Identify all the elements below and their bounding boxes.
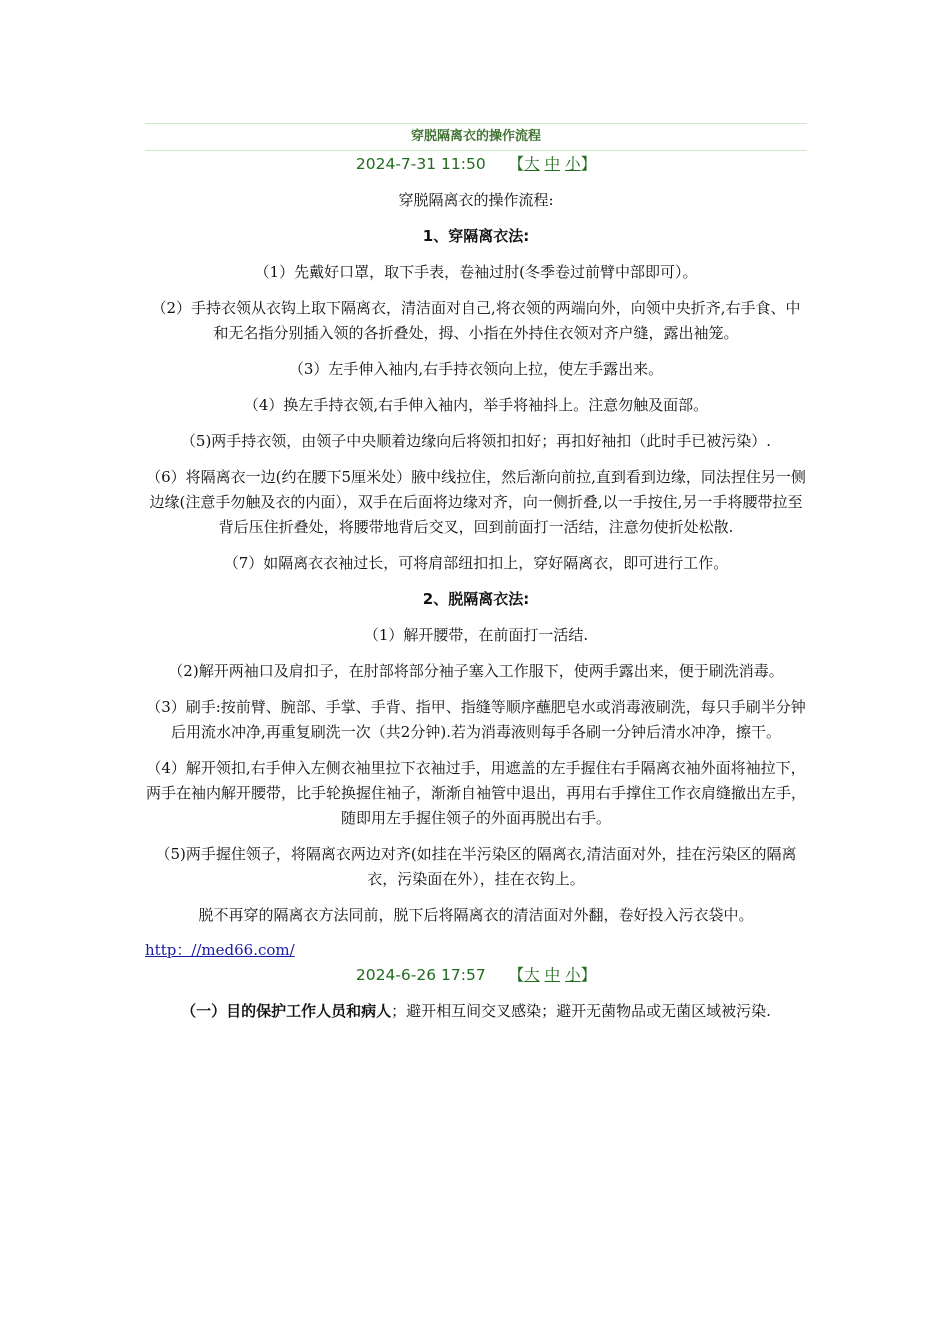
page-title: 穿脱隔离衣的操作流程 <box>145 123 807 151</box>
post-dateline <box>145 151 807 177</box>
don-step-1: （1）先戴好口罩，取下手表，卷袖过肘(冬季卷过前臂中部即可）。 <box>254 263 698 281</box>
section-heading-doff: 2、脱隔离衣法: <box>422 590 530 608</box>
doff-step-2: （2)解开两袖口及肩扣子，在肘部将部分袖子塞入工作服下，使两手露出来，便于刷洗消毒。 <box>168 662 784 680</box>
purpose-paragraph <box>145 999 807 1024</box>
doff-step-1: （1）解开腰带，在前面打一活结. <box>363 626 589 644</box>
purpose-rest: ；避开相互间交叉感染；避开无菌物品或无菌区域被污染. <box>391 1002 771 1020</box>
font-small-link-2[interactable]: 小 <box>565 966 581 984</box>
post-dateline-2 <box>145 962 807 988</box>
don-step-6: （6）将隔离衣一边(约在腰下5厘米处）腋中线拉住，然后渐向前拉,直到看到边缘，同法捏住另一侧边缘(注意手勿触及衣的内面），双手在后面将边缘对齐，向一侧折叠,以一手按住,另一手将腰带拉至背后压住折叠处，将腰带地背后交叉，回到前面打一活结，注意勿使折处松散. <box>146 468 806 536</box>
font-size-switcher: 【大 中 小】 <box>508 155 597 173</box>
doff-note: 脱不再穿的隔离衣方法同前，脱下后将隔离衣的清洁面对外翻，卷好投入污衣袋中。 <box>198 906 754 924</box>
font-large-link[interactable]: 大 <box>524 155 540 173</box>
doff-step-3: （3）刷手:按前臂、腕部、手掌、手背、指甲、指缝等顺序蘸肥皂水或消毒液刷洗，每只手刷半分钟后用流水冲净,再重复刷洗一次（共2分钟).若为消毒液则每手各刷一分钟后清水冲净，擦干。 <box>146 698 806 741</box>
don-step-7: （7）如隔离衣衣袖过长，可将肩部纽扣扣上，穿好隔离衣，即可进行工作。 <box>223 554 729 572</box>
don-step-3: （3）左手伸入袖内,右手持衣领向上拉，使左手露出来。 <box>288 360 664 378</box>
article-page <box>145 0 807 1024</box>
doff-step-5: （5)两手握住领子，将隔离衣两边对齐(如挂在半污染区的隔离衣,清洁面对外，挂在污染区的隔离衣，污染面在外），挂在衣钩上。 <box>155 845 797 888</box>
font-small-link[interactable]: 小 <box>565 155 581 173</box>
font-medium-link[interactable]: 中 <box>544 155 561 173</box>
post-datetime: 2024-7-31 11:50 <box>355 155 486 173</box>
font-size-switcher-2: 【大 中 小】 <box>508 966 597 984</box>
source-link[interactable]: http：//med66.com/ <box>145 941 295 959</box>
purpose-bold: （一）目的保护工作人员和病人 <box>181 1002 392 1020</box>
section-heading-don: 1、穿隔离衣法: <box>422 227 530 245</box>
font-medium-link-2[interactable]: 中 <box>544 966 561 984</box>
intro-paragraph: 穿脱隔离衣的操作流程: <box>398 191 554 209</box>
don-step-4: （4）换左手持衣领,右手伸入袖内，举手将袖抖上。注意勿触及面部。 <box>243 396 709 414</box>
don-step-2: （2）手持衣领从衣钩上取下隔离衣，清洁面对自己,将衣领的两端向外，向领中央折齐,右手食、中和无名指分别插入领的各折叠处，拇、小指在外持住衣领对齐户缝，露出袖笼。 <box>151 299 801 342</box>
post-datetime-2: 2024-6-26 17:57 <box>355 966 486 984</box>
source-row <box>145 940 807 960</box>
doff-step-4: （4）解开领扣,右手伸入左侧衣袖里拉下衣袖过手，用遮盖的左手握住右手隔离衣袖外面将袖拉下，两手在袖内解开腰带，比手轮换握住袖子，渐渐自袖管中退出，再用右手撑住工作衣肩缝撤出左手，随即用左手握住领子的外面再脱出右手。 <box>145 759 806 827</box>
font-large-link-2[interactable]: 大 <box>524 966 540 984</box>
don-step-5: （5)两手持衣领，由领子中央顺着边缘向后将领扣扣好；再扣好袖扣（此时手已被污染）. <box>180 432 772 450</box>
